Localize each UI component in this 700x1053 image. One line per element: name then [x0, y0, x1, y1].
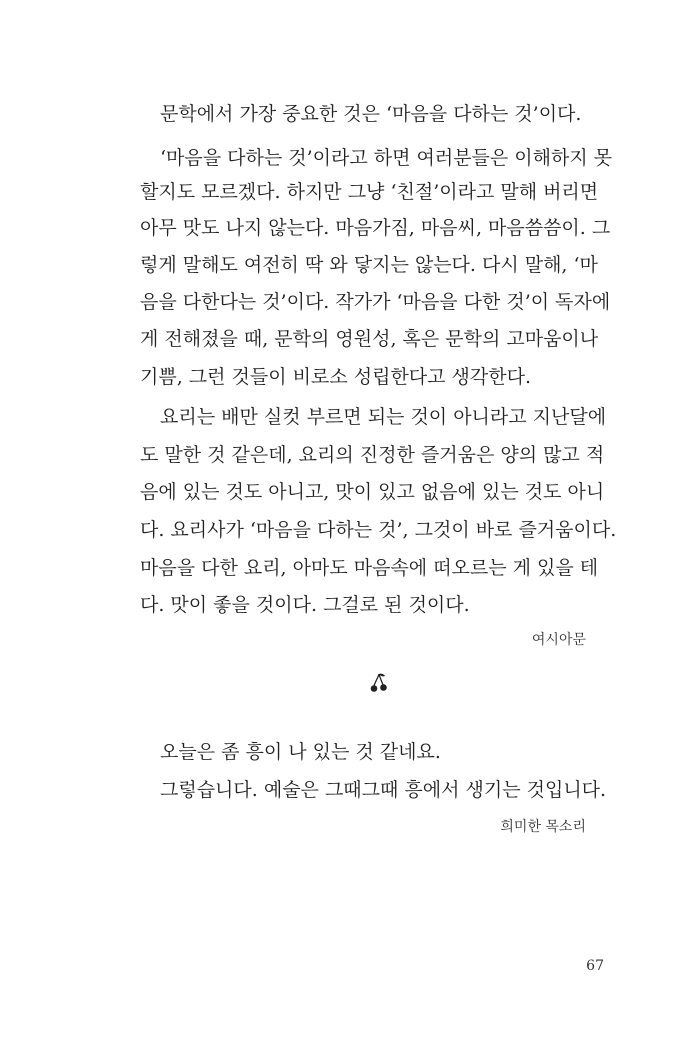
paragraph-line: 기쁨, 그런 것들이 비로소 성립한다고 생각한다. [140, 366, 532, 388]
paragraph-line: 마음을 다한 요리, 아마도 마음속에 떠오르는 게 있을 테 [140, 557, 599, 579]
cherry-icon [364, 671, 394, 695]
dialogue-line: 오늘은 좀 흥이 나 있는 것 같네요. [160, 741, 441, 763]
paragraph-line: 요리는 배만 실컷 부르면 되는 것이 아니라고 지난달에 [160, 406, 607, 428]
paragraph-line: 문학에서 가장 중요한 것은 ‘마음을 다하는 것’이다. [160, 103, 582, 125]
page-number: 67 [586, 958, 604, 974]
attribution-faint-voice: 희미한 목소리 [500, 819, 586, 835]
paragraph-line: 다. 맛이 좋을 것이다. 그걸로 된 것이다. [140, 594, 470, 616]
paragraph-line: 할지도 모르겠다. 하지만 그냥 ‘친절’이라고 말해 버리면 [140, 181, 599, 203]
paragraph-line: 게 전해졌을 때, 문학의 영원성, 혹은 문학의 고마움이나 [140, 328, 599, 350]
paragraph-line: ‘마음을 다하는 것’이라고 하면 여러분들은 이해하지 못 [160, 147, 613, 169]
dialogue-line: 그렇습니다. 예술은 그때그때 흥에서 생기는 것입니다. [160, 779, 607, 801]
attribution-yeosiamun: 여시아문 [531, 632, 586, 648]
paragraph-line: 렇게 말해도 여전히 딱 와 닿지는 않는다. 다시 말해, ‘마 [140, 254, 598, 276]
paragraph-line: 아무 맛도 나지 않는다. 마음가짐, 마음씨, 마음씀씀이. 그 [140, 217, 611, 239]
paragraph-line: 다. 요리사가 ‘마음을 다하는 것’, 그것이 바로 즐거움이다. [140, 519, 617, 541]
paragraph-line: 도 말한 것 같은데, 요리의 진정한 즐거움은 양의 많고 적 [140, 444, 605, 466]
paragraph-line: 음에 있는 것도 아니고, 맛이 있고 없음에 있는 것도 아니 [140, 481, 605, 503]
paragraph-line: 음을 다한다는 것’이다. 작가가 ‘마음을 다한 것’이 독자에 [140, 291, 611, 313]
